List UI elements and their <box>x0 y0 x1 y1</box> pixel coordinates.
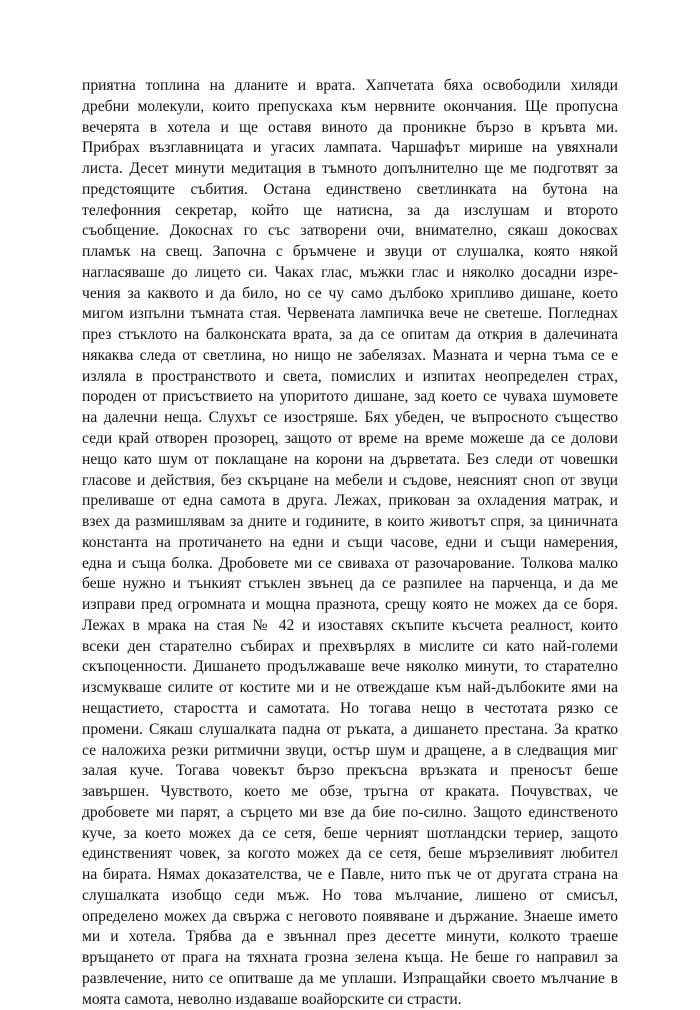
text-line: беше нужно и тънкият стъклен звънец да се разпилее на парченца, и да ме <box>82 575 618 593</box>
text-line: на бирата. Нямах доказателства, че е Павле, нито пък че от другата страна на <box>82 866 618 884</box>
text-line: изляла в пространството и света, помислих и изпитах неопределен страх, <box>82 367 618 385</box>
text-line: слушалката изобщо седи мъж. Но това мълчание, лишено от смисъл, <box>82 886 618 904</box>
text-line: приятна топлина на дланите и врата. Хапчетата бяха освободили хиляди <box>82 77 618 94</box>
text-line: преливаше от една самота в друга. Лежах, прикован за охладения матрак, и <box>82 492 618 510</box>
text-line: листа. Десет минути медитация в тъмното допълнително ще ме подготвят за <box>82 160 618 178</box>
text-line: залая куче. Тогава човекът бързо прекъсна връзката и преносът беше <box>82 762 618 780</box>
text-line: куче, за което можех да се сетя, беше черният шотландски териер, защото <box>82 824 618 842</box>
text-line: дребни молекули, които препускаха към нервните окончания. Ще пропусна <box>82 97 618 115</box>
text-line: константа на протичането на едни и същи часове, едни и същи намерения, <box>82 533 618 551</box>
text-line: промени. Сякаш слушалката падна от ръката, а дишането престана. За кратко <box>82 720 618 738</box>
text-line: единственият човек, за когото можех да се сетя, беше мързеливият любител <box>82 845 618 863</box>
body-text <box>82 76 618 1010</box>
text-line: моята самота, неволно издаваше воайорските си страсти. <box>82 990 462 1008</box>
text-line: съобщение. Докоснах го със затворени очи, внимателно, сякаш докосвах <box>82 222 618 240</box>
text-line: предстоящите събития. Остана единствено светлинката на бутона на <box>82 180 618 198</box>
text-line: определено можех да свържа с неговото появяване и държание. Знаеше името <box>82 907 618 925</box>
text-line: нагласяваше до лицето си. Чаках глас, мъжки глас и няколко досадни изре- <box>82 263 618 281</box>
text-line: на далечни неща. Слухът се изостряше. Бях убеден, че въпросното същество <box>82 409 618 427</box>
text-line: някаква следа от светлина, но нищо не забелязах. Мазната и черна тъма се е <box>82 346 618 364</box>
text-line: изсмукваше силите от костите ми и не отвеждаше към най-дълбоките ями на <box>82 679 618 697</box>
text-line: през стъклото на балконската врата, за да се опитам да открия в далечината <box>82 326 618 344</box>
text-line: нещо като шум от поклащане на корони на дърветата. Без следи от човешки <box>82 450 618 468</box>
text-line: развлечение, нито се опитваше да ме уплаши. Изпращайки своето мълчание в <box>82 969 618 987</box>
text-line: взех да размишлявам за дните и годините, в които животът спря, за циничната <box>82 513 618 531</box>
text-line: седи край отворен прозорец, защото от време на време можеше да се долови <box>82 430 618 448</box>
text-line: дробовете ми парят, а сърцето ми взе да бие по-силно. Защото единственото <box>82 803 618 821</box>
text-line: се наложиха резки ритмични звуци, остър шум и дращене, а в следващия миг <box>82 741 618 759</box>
text-line: Прибрах възглавницата и угасих лампата. Чаршафът мирише на увяхнали <box>82 139 618 157</box>
text-line: мигом изпълни тъмната стая. Червената лампичка вече не светеше. Погледнах <box>82 305 618 323</box>
text-line: породен от присъствието на упоритото дишане, зад което се чуваха шумовете <box>82 388 618 406</box>
text-line: една и съща болка. Дробовете ми се свиваха от разочарование. Толкова малко <box>82 554 618 572</box>
text-line: връщането от прага на тяхната грозна зелена къща. Не беше го направил за <box>82 949 618 967</box>
text-line: скъпоценности. Дишането продължаваше вече няколко минути, то старателно <box>82 658 618 676</box>
text-line: чения за каквото и да било, но се чу само дълбоко хрипливо дишане, което <box>82 284 618 302</box>
text-line: изправи пред огромната и мощна празнота, срещу която не можех да се боря. <box>82 596 618 614</box>
text-line: ми и хотела. Трябва да е звъннал през десетте минути, колкото траеше <box>82 928 618 946</box>
text-line: вечерята в хотела и ще оставя виното да проникне бързо в кръвта ми. <box>82 118 618 136</box>
text-line: всеки ден старателно събирах и прехвърлях в мислите си като най-големи <box>82 637 618 655</box>
text-line: телефонния секретар, който ще натисна, за да изслушам и второто <box>82 201 618 219</box>
text-line: гласове и действия, без скърцане на мебели и съдове, неясният сноп от звуци <box>82 471 618 489</box>
text-line: Лежах в мрака на стая № 42 и изоставях скъпите късчета реалност, които <box>82 616 618 634</box>
text-line: нещастието, старостта и самотата. Но тогава нещо в честотата рязко се <box>82 699 618 717</box>
text-line: завършен. Чувството, което ме обзе, тръгна от краката. Почувствах, че <box>82 783 618 801</box>
text-line: пламък на свещ. Започна с бръмчене и звуци от слушалка, която някой <box>82 243 618 261</box>
